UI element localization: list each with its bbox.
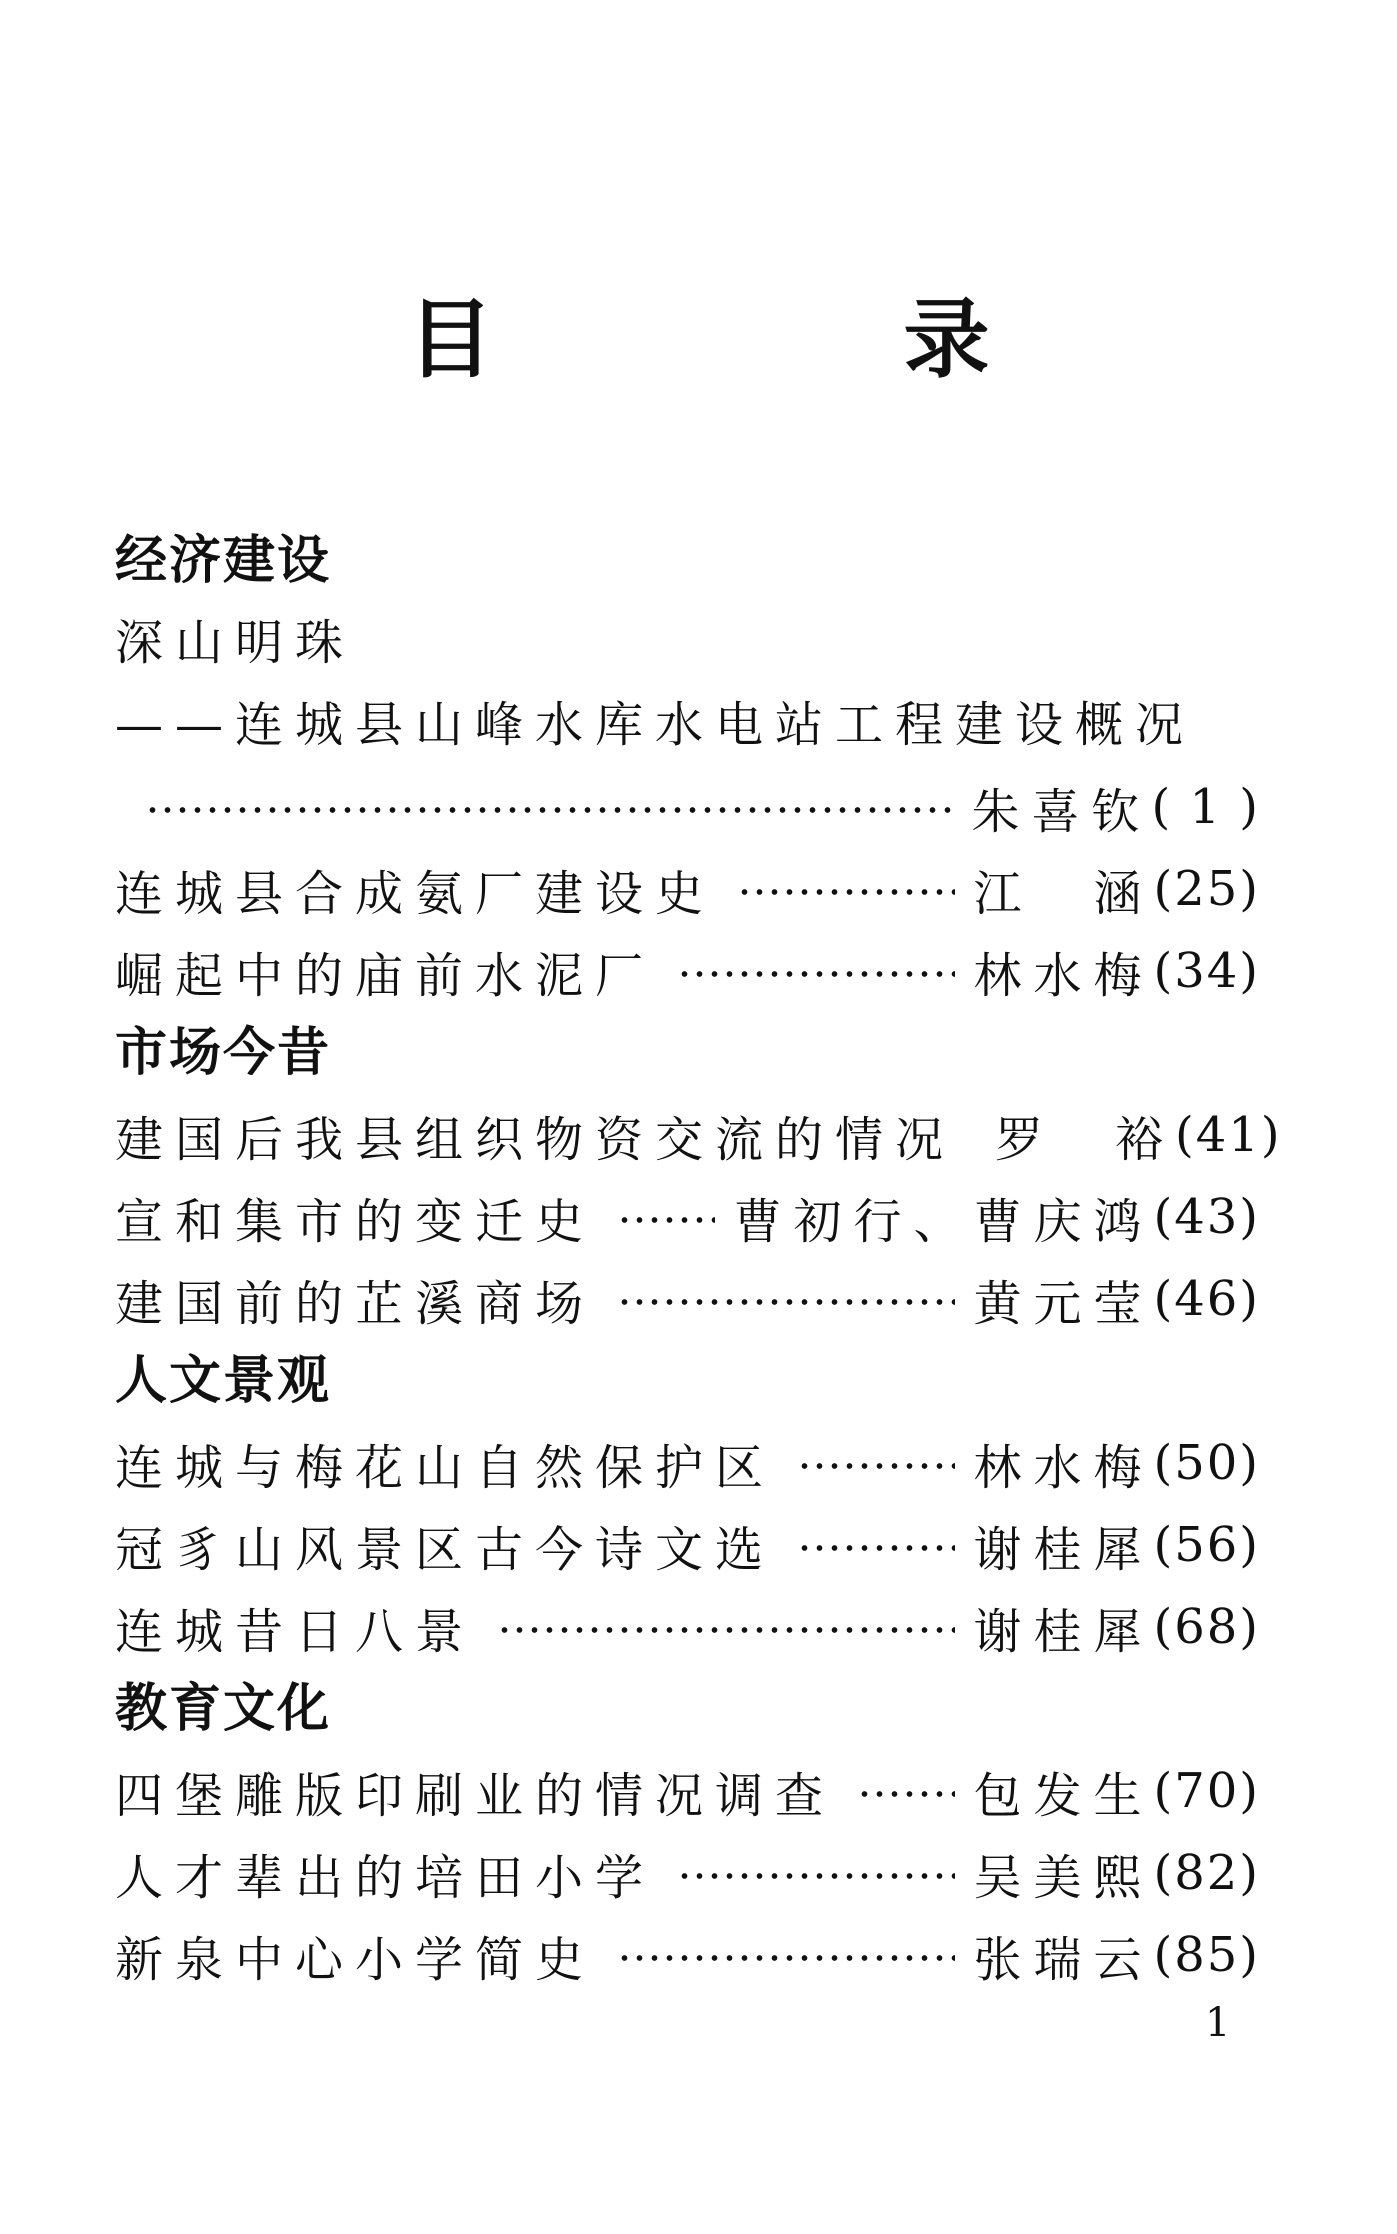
toc-entry[interactable] [115, 848, 1260, 930]
toc-entry-author: 林水梅 [973, 1439, 1154, 1496]
toc-entry-page: (25) [1153, 861, 1260, 917]
toc-entry[interactable] [115, 1094, 1282, 1176]
leader-dots [797, 1463, 955, 1469]
toc-entry[interactable] [115, 1586, 1260, 1668]
toc-entry-author: 曹初行、曹庆鸿 [733, 1193, 1154, 1250]
toc-entry-page: (82) [1153, 1845, 1260, 1901]
toc-entry[interactable] [115, 930, 1260, 1012]
toc-entry-page: ( 1 ) [1151, 779, 1260, 835]
leader-dots [617, 1955, 955, 1961]
toc-entry-page: (85) [1153, 1927, 1260, 1983]
leader-dots [737, 889, 955, 895]
toc-entry-title: 冠豸山风景区古今诗文选 [115, 1521, 776, 1578]
leader-dots [617, 1299, 955, 1305]
toc-entry-author: 吴美熙 [973, 1849, 1154, 1906]
toc-entry-title: 四堡雕版印刷业的情况调查 [115, 1767, 836, 1824]
toc-entry-page: (46) [1153, 1271, 1260, 1327]
toc-entry[interactable] [115, 1258, 1260, 1340]
toc-entry-author: 张瑞云 [973, 1931, 1154, 1988]
toc-entry-title: 崛起中的庙前水泥厂 [115, 947, 656, 1004]
toc-entry-title: 连城与梅花山自然保护区 [115, 1439, 776, 1496]
toc-entry[interactable] [115, 1832, 1260, 1914]
toc-entry-author: 谢桂犀 [973, 1603, 1154, 1660]
toc-entry-title: 连城县合成氨厂建设史 [115, 865, 716, 922]
toc-entry-page: (56) [1153, 1517, 1260, 1573]
leader-dots [677, 971, 955, 977]
section-heading: 市场今昔 [115, 1023, 332, 1083]
table-of-contents [115, 520, 1282, 1996]
toc-entry-author: 黄元莹 [973, 1275, 1154, 1332]
toc-entry-page: (68) [1153, 1599, 1260, 1655]
leader-dots [497, 1627, 955, 1633]
toc-entry-author: 林水梅 [973, 947, 1154, 1004]
toc-entry-page: (43) [1153, 1189, 1260, 1245]
toc-entry-title: 建国后我县组织物资交流的情况 [115, 1111, 956, 1168]
section-heading: 人文景观 [115, 1351, 332, 1411]
toc-entry-title: 新泉中心小学简史 [115, 1931, 596, 1988]
toc-entry-page: (50) [1153, 1435, 1260, 1491]
section-heading: 教育文化 [115, 1679, 332, 1739]
toc-entry-title: 宣和集市的变迁史 [115, 1193, 596, 1250]
toc-entry[interactable] [115, 1504, 1260, 1586]
toc-entry-title: 建国前的芷溪商场 [115, 1275, 596, 1332]
toc-entry-author: 朱喜钦 [971, 783, 1152, 840]
toc-entry-author: 罗 裕 [995, 1111, 1176, 1168]
leader-dots [857, 1791, 955, 1797]
toc-entry[interactable] [115, 766, 1260, 848]
toc-entry[interactable] [115, 1914, 1260, 1996]
toc-entry-subtitle: ——连城县山峰水库水电站工程建设概况 [115, 697, 1196, 753]
section-heading: 经济建设 [115, 531, 332, 591]
toc-entry-page: (70) [1153, 1763, 1260, 1819]
toc-entry-page: (34) [1153, 943, 1260, 999]
toc-entry-author: 谢桂犀 [973, 1521, 1154, 1578]
toc-entry-author: 江 涵 [973, 865, 1154, 922]
leader-dots [797, 1545, 955, 1551]
leader-dots [145, 807, 953, 813]
toc-entry-title: 人才辈出的培田小学 [115, 1849, 656, 1906]
leader-dots [677, 1873, 955, 1879]
page-title: 目 录 [407, 290, 1180, 390]
page-number: 1 [1205, 2000, 1231, 2046]
toc-entry[interactable] [115, 1750, 1260, 1832]
leader-dots [617, 1217, 715, 1223]
toc-entry[interactable] [115, 1176, 1260, 1258]
toc-entry-author: 包发生 [973, 1767, 1154, 1824]
toc-entry-page: (41) [1175, 1107, 1282, 1163]
toc-entry-title: 深山明珠 [115, 615, 356, 671]
toc-entry-title: 连城昔日八景 [115, 1603, 476, 1660]
toc-entry[interactable] [115, 1422, 1260, 1504]
